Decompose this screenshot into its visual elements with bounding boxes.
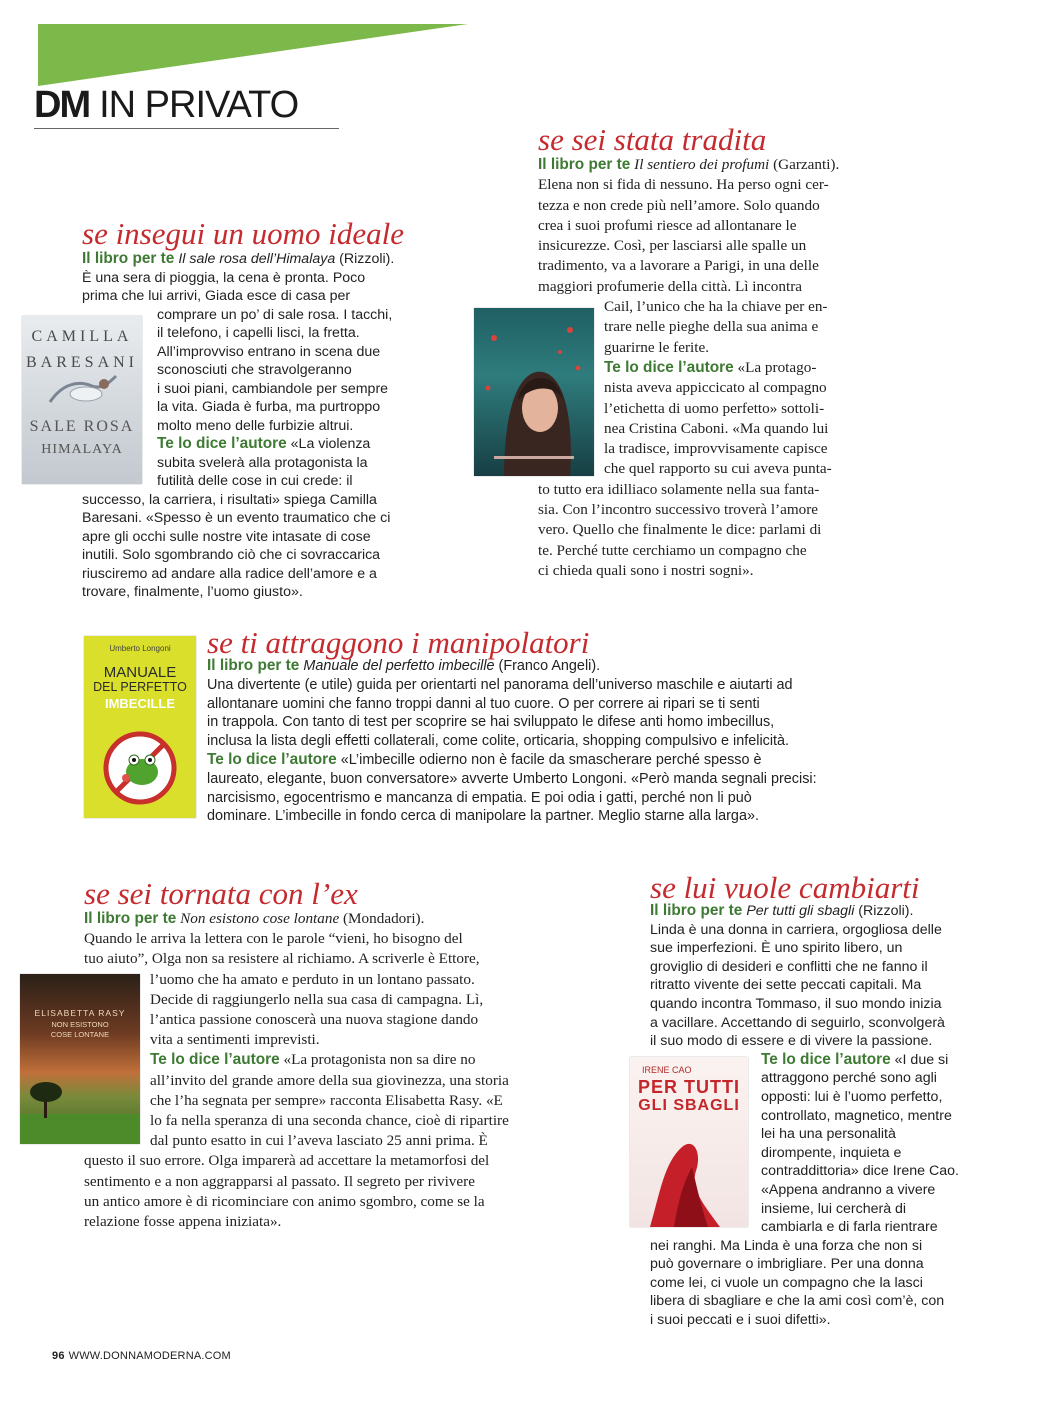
cover-fabric-illustration bbox=[630, 1123, 748, 1227]
body-line: Una divertente (e utile) guida per orientarti nel panorama dell’universo maschile e aiutarti ad bbox=[207, 676, 793, 693]
quote-line: Te lo dice l’autore «La protago- bbox=[604, 358, 817, 376]
body-line: allontanare uomini che fanno troppi danni al tuo cuore. O per correre ai ripari se ti senti bbox=[207, 695, 760, 712]
quote-line: nei ranghi. Ma Linda è una forza che non si bbox=[650, 1237, 923, 1254]
cover-title: NON ESISTONO COSE LONTANE bbox=[50, 1020, 110, 1039]
body-line: i suoi piani, cambiandole per sempre bbox=[157, 380, 389, 397]
quote-line: che l’ha segnata per sempre» racconta Elisabetta Rasy. «E bbox=[150, 1091, 503, 1109]
book-publisher: (Rizzoli). bbox=[854, 903, 914, 919]
page-footer bbox=[52, 1350, 231, 1362]
book-title: Non esistono cose lontane bbox=[180, 910, 340, 927]
cover-title-1: PER TUTTI bbox=[638, 1077, 740, 1097]
quote-line: subita svelerà alla protagonista la bbox=[157, 454, 368, 471]
body-line: tuo aiuto”, Olga non sa resistere al richiamo. A scriverle è Ettore, bbox=[84, 950, 480, 968]
book-cover-manuale-imbecille bbox=[84, 636, 196, 818]
quote-line: successo, la carriera, i risultati» spiega Camilla bbox=[82, 491, 377, 508]
body-line: groviglio di desideri e conflitti che ne fanno il bbox=[650, 958, 928, 975]
body-line: insicurezze. Così, per lasciarsi alle spalle un bbox=[538, 237, 807, 255]
quote-line: riusciremo ad andare alla radice dell’amore e a bbox=[82, 565, 377, 582]
cover-frog-illustration bbox=[100, 728, 180, 808]
book-cover-per-tutti-gli-sbagli bbox=[630, 1057, 748, 1227]
quote-line: narcisismo, egocentrismo e mancanza di empatia. E poi odia i gatti, perché non li può bbox=[207, 789, 752, 806]
quote-line: dominare. L’imbecille in fondo cerca di manipolare la partner. Meglio starne alla larga». bbox=[207, 808, 759, 825]
quote-line: attraggono perché sono agli bbox=[761, 1070, 937, 1087]
quote-line: opposti: lui è l’uomo perfetto, bbox=[761, 1088, 943, 1105]
lead-label: Te lo dice l’autore bbox=[761, 1050, 891, 1068]
cover-portrait-illustration bbox=[474, 308, 594, 476]
body-line: l’uomo che ha amato e perduto in un lontano passato. bbox=[150, 970, 475, 988]
body-line: vita a sentimenti imprevisti. bbox=[150, 1031, 320, 1049]
site-url: WWW.DONNAMODERNA.COM bbox=[68, 1350, 231, 1362]
cover-author: ELISABETTA RASY bbox=[34, 1008, 126, 1018]
masthead-rule bbox=[34, 128, 339, 129]
quote-line: questo il suo errore. Olga imparerà ad accettare la metamorfosi del bbox=[84, 1152, 490, 1170]
body-line: sconosciuti che stravolgeranno bbox=[157, 362, 352, 378]
body-line: la vita. Giada è furba, ma purtroppo bbox=[157, 399, 381, 415]
quote-line: laureato, elegante, buon conversatore» avverte Umberto Longoni. «Però manda segnali precisi: bbox=[207, 770, 817, 787]
quote-line: apre gli occhi sulle nostre vite intasate di cose bbox=[82, 528, 371, 545]
quote-line: trovare, finalmente, l’uomo giusto». bbox=[82, 584, 303, 600]
quote-line: i suoi peccati e i suoi difetti». bbox=[650, 1312, 831, 1329]
body-line: sue imperfezioni. È uno spirito libero, un bbox=[650, 940, 903, 957]
quote-line: dirompente, inquieta e bbox=[761, 1144, 902, 1161]
quote-line: all’invito del grande amore della sua giovinezza, una storia bbox=[150, 1071, 509, 1089]
book-line bbox=[207, 657, 867, 676]
body-line: quando incontra Tommaso, il suo mondo inizia bbox=[650, 995, 942, 1012]
quote-line: sentimento e a non aggrapparsi al passato. Il segreto per rivivere bbox=[84, 1172, 475, 1190]
body-line: inclusa la lista degli effetti collaterali, come colite, orticaria, shopping compulsivo e infelicità. bbox=[207, 733, 790, 750]
body-line: Cail, l’unico che ha la chiave per en- bbox=[604, 298, 828, 316]
lead-label: Te lo dice l’autore bbox=[207, 750, 337, 768]
body-line: in trappola. Con tanto di test per scoprire se hai sviluppato le difese anti homo imbecillus, bbox=[207, 714, 775, 731]
masthead bbox=[34, 84, 298, 127]
quote-line: può governare o imbrigliare. Per una donna bbox=[650, 1256, 924, 1273]
quote-line: te. Perché tutte cerchiamo un compagno che bbox=[538, 541, 807, 559]
quote-line: inutili. Solo sgombrando ciò che ci sovraccarica bbox=[82, 547, 381, 563]
quote-line: Baresani. «Spesso è un evento traumatico che ci bbox=[82, 510, 391, 526]
body-line: crea i suoi profumi riesce ad allontanare le bbox=[538, 216, 797, 234]
headline-tradita: se sei stata tradita bbox=[538, 122, 767, 157]
body-line: l’antica passione conoscerà una nuova stagione dando bbox=[150, 1011, 479, 1029]
quote-line: Te lo dice l’autore «La violenza bbox=[157, 435, 371, 452]
book-publisher: (Rizzoli). bbox=[335, 251, 395, 267]
lead-label: Te lo dice l’autore bbox=[157, 435, 287, 452]
body-line: guarirne le ferite. bbox=[604, 338, 709, 356]
body-line: trare nelle pieghe della sua anima e bbox=[604, 318, 819, 336]
book-line bbox=[84, 909, 554, 929]
quote-line: sia. Con l’incontro successivo troverà l’amore bbox=[538, 501, 819, 519]
quote-line: insieme, lui cercherà di bbox=[761, 1200, 907, 1217]
quote-line: cambiarla e di farla rientrare bbox=[761, 1219, 938, 1236]
body-line: il telefono, i capelli lisci, la fretta. bbox=[157, 325, 360, 341]
cover-tree-illustration bbox=[20, 1074, 140, 1144]
cover-author: IRENE CAO bbox=[642, 1065, 692, 1075]
quote-line: un antico amore è di ricominciare con animo sgombro, come se la bbox=[84, 1192, 485, 1210]
body-line: Elena non si fida di nessuno. Ha perso ogni cer- bbox=[538, 176, 829, 194]
lead-label: Il libro per te bbox=[82, 250, 175, 267]
book-title: Il sale rosa dell’Himalaya bbox=[178, 251, 336, 267]
body-line: il suo modo di essere e di vivere la passione. bbox=[650, 1033, 933, 1050]
quote-line: l’etichetta di uomo perfetto» sottoli- bbox=[604, 399, 825, 417]
book-publisher: (Franco Angeli). bbox=[494, 658, 601, 674]
headline-cambiarti: se lui vuole cambiarti bbox=[650, 870, 920, 905]
cover-title-top: SALE ROSA bbox=[29, 418, 135, 435]
quote-line: dal punto esatto in cui l’aveva lasciato 25 anni prima. È bbox=[150, 1132, 488, 1150]
book-line bbox=[82, 250, 442, 269]
body-line: tradimento, va a lavorare a Parigi, in una delle bbox=[538, 257, 819, 275]
quote-line: lo fa nella speranza di una seconda chance, cioè di ripartire bbox=[150, 1112, 509, 1130]
quote-line: Te lo dice l’autore «I due si bbox=[761, 1050, 949, 1068]
book-cover-non-esistono bbox=[20, 974, 140, 1144]
cover-title-bottom: HIMALAYA bbox=[41, 442, 123, 457]
quote-line: futilità delle cose in cui crede: il bbox=[157, 473, 353, 489]
lead-label: Il libro per te bbox=[207, 657, 300, 674]
book-title: Manuale del perfetto imbecille bbox=[303, 658, 495, 674]
body-line: Linda è una donna in carriera, orgogliosa delle bbox=[650, 921, 942, 938]
book-title: Il sentiero dei profumi bbox=[634, 156, 770, 173]
quote-line: come lei, ci vuole un compagno che la lasci bbox=[650, 1274, 923, 1291]
book-publisher: (Mondadori). bbox=[339, 910, 425, 927]
quote-line: controllato, magnetico, mentre bbox=[761, 1107, 952, 1124]
body-line: molto meno delle furbizie altrui. bbox=[157, 417, 354, 434]
book-publisher: (Garzanti). bbox=[769, 156, 840, 173]
lead-label: Il libro per te bbox=[538, 156, 631, 173]
quote-line: libera di sbagliare e che la ami così com’è, con bbox=[650, 1293, 945, 1310]
quote-line: ci chieda quali sono i nostri sogni». bbox=[538, 561, 754, 579]
body-line: All’improvviso entrano in scena due bbox=[157, 343, 381, 360]
lead-label: Te lo dice l’autore bbox=[150, 1051, 280, 1069]
cover-title-2: GLI SBAGLI bbox=[638, 1097, 740, 1114]
quote-line: nea Cristina Caboni. «Ma quando lui bbox=[604, 419, 829, 437]
headline-manipolatori: se ti attraggono i manipolatori bbox=[207, 625, 590, 660]
quote-line: Te lo dice l’autore «La protagonista non sa dire no bbox=[150, 1051, 476, 1069]
book-line bbox=[650, 902, 1000, 921]
lead-label: Il libro per te bbox=[84, 910, 177, 927]
cover-title-3: IMBECILLE bbox=[104, 696, 176, 711]
page-number: 96 bbox=[52, 1350, 65, 1362]
headline-ideale: se insegui un uomo ideale bbox=[82, 216, 405, 251]
body-line: ritratto vivente dei sette peccati capitali. Ma bbox=[650, 977, 922, 994]
quote-line: contraddittoria» dice Irene Cao. bbox=[761, 1163, 959, 1180]
body-line: Decide di raggiungerlo nella sua casa di campagna. Lì, bbox=[150, 990, 484, 1008]
lead-label: Il libro per te bbox=[650, 902, 743, 919]
masthead-brand: DM bbox=[34, 84, 90, 126]
quote-line: lei ha una personalità bbox=[761, 1126, 896, 1143]
body-line: maggiori profumerie della città. Lì incontra bbox=[538, 277, 802, 295]
cover-author: CAMILLA BARESANI bbox=[26, 328, 139, 371]
cover-title-1: MANUALE bbox=[103, 664, 177, 681]
article-manipolatori bbox=[207, 657, 867, 826]
lead-label: Te lo dice l’autore bbox=[604, 358, 734, 376]
body-line: prima che lui arrivi, Giada esce di casa per bbox=[82, 288, 351, 304]
body-line: a vacillare. Accettando di seguirlo, sconvolgerà bbox=[650, 1014, 945, 1031]
quote-line: «Appena andranno a vivere bbox=[761, 1181, 936, 1198]
article-ex bbox=[84, 909, 554, 1232]
body-line: Quando le arriva la lettera con le parole “vieni, ho bisogno del bbox=[84, 930, 463, 948]
book-cover-sentiero-profumi bbox=[474, 308, 594, 476]
quote-line: vero. Quello che finalmente le dice: parlami di bbox=[538, 521, 822, 539]
quote-line: che quel rapporto su cui aveva punta- bbox=[604, 460, 832, 478]
cover-figure-illustration bbox=[44, 372, 120, 416]
body-line: comprare un po’ di sale rosa. I tacchi, bbox=[157, 306, 393, 323]
green-banner bbox=[38, 24, 468, 86]
cover-author: Umberto Longoni bbox=[109, 644, 171, 653]
quote-line: relazione fosse appena iniziata». bbox=[84, 1213, 282, 1231]
quote-line: nista aveva appiccicato al compagno bbox=[604, 379, 827, 397]
body-line: È una sera di pioggia, la cena è pronta. Poco bbox=[82, 269, 366, 286]
book-line bbox=[538, 155, 868, 175]
quote-line: la tradisce, improvvisamente capisce bbox=[604, 440, 828, 458]
quote-line: to tutto era idilliaco solamente nella sua fanta- bbox=[538, 480, 820, 498]
masthead-section: IN PRIVATO bbox=[99, 84, 299, 126]
book-title: Per tutti gli sbagli bbox=[746, 903, 855, 919]
quote-line: Te lo dice l’autore «L’imbecille odierno non è facile da smascherare perché spesso è bbox=[207, 750, 762, 768]
body-line: tezza e non crede più nell’amore. Solo quando bbox=[538, 196, 820, 214]
book-cover-sale-rosa bbox=[22, 316, 142, 484]
headline-ex: se sei tornata con l’ex bbox=[84, 876, 358, 911]
cover-title-2: DEL PERFETTO bbox=[93, 680, 187, 694]
